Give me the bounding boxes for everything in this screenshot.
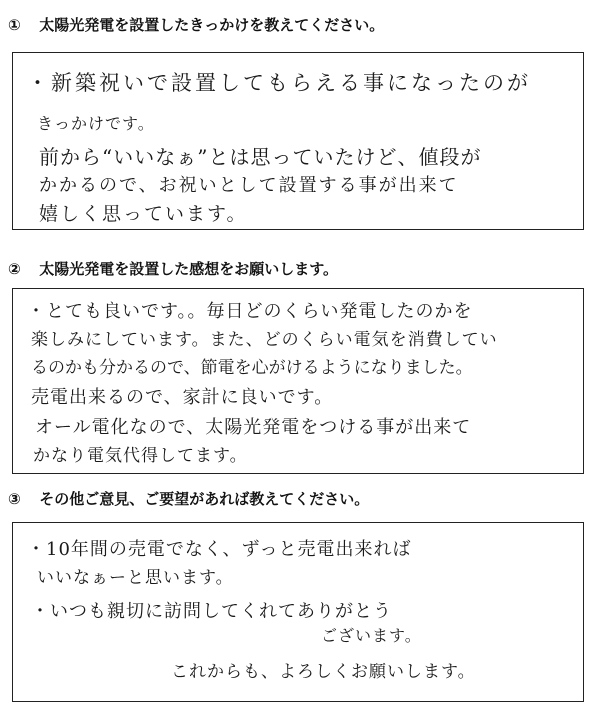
answer-3-line-3: ・いつも親切に訪問してくれてありがとう <box>31 601 392 622</box>
answer-1-line-4: かかるので、お祝いとして設置する事が出来て <box>39 175 459 196</box>
question-3-number: ③ <box>8 490 21 508</box>
answer-2-line-4: 売電出来るので、家計に良いです。 <box>31 387 334 408</box>
answer-3-line-1: ・10年間の売電でなく、ずっと売電出来れば <box>27 539 412 560</box>
question-1-title: 太陽光発電を設置したきっかけを教えてください。 <box>39 16 385 34</box>
answer-2-line-3: るのかも分かるので、節電を心がけるようになりました。 <box>31 358 473 378</box>
question-2-number: ② <box>8 260 21 278</box>
question-3-heading <box>8 488 369 509</box>
answer-1-line-1: ・新築祝いで設置してもらえる事になったのが <box>27 71 531 95</box>
question-1-number: ① <box>8 16 21 34</box>
question-2-heading <box>8 258 338 279</box>
answer-3-line-4: ございます。 <box>321 626 422 645</box>
answer-3-line-5: これからも、よろしくお願いします。 <box>171 662 476 682</box>
answer-box-1 <box>12 52 584 230</box>
answer-box-2 <box>12 288 584 474</box>
answer-2-line-6: かなり電気代得してます。 <box>33 446 248 466</box>
answer-1-line-3: 前から“いいなぁ”とは思っていたけど、値段が <box>39 145 482 169</box>
answer-box-3 <box>12 522 584 702</box>
answer-1-line-2: きっかけです。 <box>37 114 155 133</box>
answer-2-line-1: ・とても良いです。。毎日どのくらい発電したのかを <box>27 301 473 322</box>
question-3-title: その他ご意見、ご要望があれば教えてください。 <box>39 490 370 508</box>
question-2-title: 太陽光発電を設置した感想をお願いします。 <box>39 260 339 278</box>
answer-2-line-5: オール電化なので、太陽光発電をつける事が出来て <box>35 417 472 438</box>
answer-2-line-2: 楽しみにしています。また、どのくらい電気を消費してい <box>31 330 498 350</box>
answer-3-line-2: いいなぁーと思います。 <box>37 568 234 588</box>
answer-1-line-5: 嬉しく思っています。 <box>39 203 248 225</box>
question-1-heading <box>8 14 384 35</box>
